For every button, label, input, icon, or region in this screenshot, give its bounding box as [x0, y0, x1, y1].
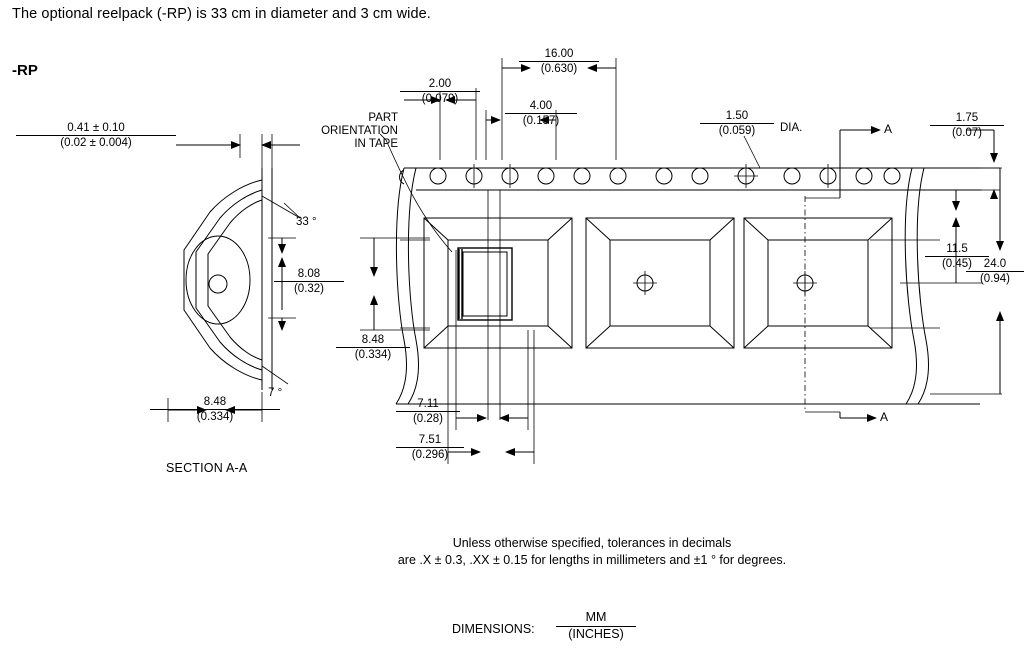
angle-33-label: 33 °	[296, 216, 317, 228]
dim-7-11: 7.11 (0.28)	[396, 398, 460, 426]
angle-7-label: 7 °	[268, 387, 283, 399]
dim-1-75-line	[930, 130, 1000, 196]
dim-7-51-line	[448, 250, 534, 464]
dim-7-51: 7.51 (0.296)	[396, 434, 464, 462]
tape-pocket-2	[586, 218, 734, 348]
dim-8-08: 8.08 (0.32)	[274, 268, 344, 296]
units-fraction: MM (INCHES)	[556, 611, 636, 641]
dim-1-75: 1.75 (0.07)	[930, 112, 1004, 140]
dim-8-48-center-line	[360, 238, 430, 330]
dim-1-50: 1.50 (0.059)	[700, 110, 774, 138]
dim-8-48-left: 8.48 (0.334)	[150, 396, 280, 424]
dia-label: DIA.	[780, 122, 803, 134]
dim-24-0: 24.0 (0.94)	[966, 258, 1024, 286]
tape-drawing	[396, 130, 980, 418]
section-marker-top: A	[884, 122, 893, 136]
tape-pocket-3	[744, 218, 892, 348]
dim-0-41-line	[176, 134, 300, 170]
dimensions-label: DIMENSIONS:	[452, 622, 535, 636]
dim-11-5: 11.5 (0.45)	[925, 243, 989, 271]
pocket-centerlines	[400, 190, 940, 420]
dim-2-00: 2.00 (0.079)	[400, 78, 480, 106]
dim-4-00: 4.00 (0.157)	[505, 100, 577, 128]
dim-8-48-center: 8.48 (0.334)	[336, 334, 410, 362]
tape-pocket-1	[424, 218, 572, 348]
part-orientation-label: PART ORIENTATION IN TAPE	[321, 112, 398, 151]
top-note: The optional reelpack (-RP) is 33 cm in diameter and 3 cm wide.	[12, 6, 431, 22]
tolerance-note: Unless otherwise specified, tolerances in decimals are .X ± 0.3, .XX ± 0.15 for lengths in millimeters and ±1 ° for degrees.	[397, 536, 787, 567]
section-marker-bottom: A	[880, 410, 889, 424]
dim-1-50-leader	[744, 136, 760, 168]
variant-label: -RP	[12, 62, 38, 79]
dim-16-00: 16.00 (0.630)	[519, 48, 599, 76]
dim-7-11-line	[456, 250, 528, 430]
section-aa-label: SECTION A-A	[166, 461, 248, 475]
dim-0-41: 0.41 ± 0.10 (0.02 ± 0.004)	[16, 122, 176, 150]
